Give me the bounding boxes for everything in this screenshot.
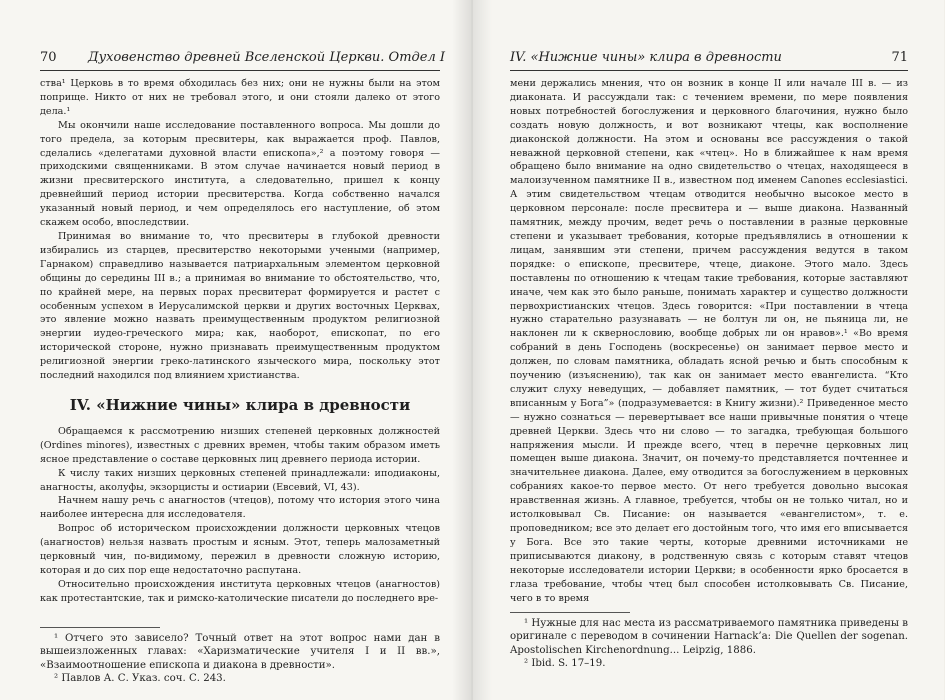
page-header <box>40 50 446 70</box>
footnote-rule <box>40 627 160 628</box>
footnote-rule <box>510 612 630 613</box>
footnote: ¹ Нужные для нас места из рассматриваемого памятника приведены в оригинале с переводом в сочинении Harnack’a: Die Quellen der sogenan. Apostolischen Kirchenordnung... Leipzig, 1886. <box>510 618 908 656</box>
left-page <box>0 0 472 700</box>
paragraph: К числу таких низших церковных степеней принадлежали: иподиаконы, анагносты, аколуфы, экзорцисты и остиарии (Евсевий, VI, 43). <box>40 467 440 493</box>
running-title: Духовенство древней Вселенской Церкви. Отдел I <box>88 50 446 65</box>
paragraph: Относительно происхождения института церковных чтецов (анагностов) как протестантские, так и римско-католические писатели до последнего вре- <box>40 578 440 604</box>
footnote: ² Ibid. S. 17–19. <box>524 658 606 670</box>
header-rule <box>40 70 440 71</box>
paragraph: ства¹ Церковь в то время обходилась без них; они не нужны были на этом поприще. Никто от них не требовал этого, и они стояли далеко от этого дела.¹ <box>40 78 440 117</box>
footnotes <box>510 617 908 671</box>
paragraph: Начнем нашу речь с анагностов (чтецов), потому что история этого чина наиболее интересна для исследователя. <box>40 495 440 521</box>
paragraph: Обращаемся к рассмотрению низших степеней церковных должностей (Ordines minores), известных с древних времен, чтобы таким образом иметь ясное представление о составе церковных лиц древнего периода истории. <box>40 425 440 465</box>
header-rule <box>510 70 908 71</box>
page-number: 71 <box>891 50 908 65</box>
paragraph: Мы окончили наше исследование поставленного вопроса. Мы дошли до того предела, за которым пресвитеры, как выражается проф. Павлов, сделались «делегатами духовной власти епископа»,² а поэтому говоря — приходскими священниками. В этом случае начинается новый период в жизни пресвитерского института, а следовательно, пришел к концу древнейший период истории пресвитерства. Когда собственно начался указанный новый период, и чем определялось его наступление, об этом скажем особо, впоследствии. <box>40 119 440 229</box>
section-heading: IV. «Нижние чины» клира в древности <box>69 395 411 414</box>
page-number: 70 <box>40 50 57 65</box>
footnote: ¹ Отчего это зависело? Точный ответ на этот вопрос нами дан в вышеизложенных главах: «Харизматические учителя I и II вв.», «Взаимоотношение епископа и диакона в древности». <box>40 633 440 671</box>
footnote: ² Павлов А. С. Указ. соч. С. 243. <box>54 673 226 685</box>
paragraph: Принимая во внимание то, что пресвитеры в глубокой древности избирались из старцев, пресвитерство некоторыми учеными (например, Гарнаком) справедливо называется патриархальным элементом церковной общины до середины III в.; а принимая во внимание то обстоятельство, что, по крайней мере, на первых порах пресвитерат формируется и растет с особенным успехом в Иерусалимской церкви и других восточных Церквах, это явление можно назвать преимущественным продуктом религиозной энергии иудео-греческого мира; как, наоборот, епископат, по его исторической стороне, нужно признавать преимущественным продуктом религиозной энергии греко-латинского языческого мира, поскольку этот последний находился под влиянием христианства. <box>40 230 440 382</box>
right-page <box>472 0 944 700</box>
running-title: IV. «Нижние чины» клира в древности <box>510 50 782 65</box>
paragraph: Вопрос об историческом происхождении должности церковных чтецов (анагностов) нельзя назвать простым и ясным. Этот, теперь малозаметный церковный чин, по-видимому, пережил в древности сложную историю, которая и до сих пор еще недостаточно распутана. <box>40 523 440 576</box>
paragraph: мени держались мнения, что он возник в конце II или начале III в. — из диаконата. И рассуждали так: с течением времени, по мере появления новых потребностей богослужения и церковного благочиния, нужно было создать новую должность, и вот возникают чтецы, как восполнение диаконской должности. На этом и основаны все рассуждения о такой неважной церковной степени, как «чтец». Но в ближайшее к нам время обращено было внимание на одно свидетельство о чтецах, находящееся в малоизученном памятнике II в., известном под именем Canones ecclesiastici. А этим свидетельством чтецам отводится необычно высокое место в церковном персонале: после пресвитера и — выше диакона. Названный памятник, между прочим, ведет речь о поставлении в разные церковные степени и указывает требования, которые предъявлялись в отношении к лицам, занявшим эти степени, причем рассуждения ведутся в таком порядке: о епископе, пресвитере, чтеце, диаконе. Этого мало. Здесь поставлены по отношению к чтецам такие требования, которые заставляют иначе, чем как это было раньше, понимать характер и существо должности первохристианских чтецов. Здесь говорится: «При поставлении в чтеца нужно старательно разузнавать — не болтун ли он, не пьяница ли, не наклонен ли к сквернословию, вообще добрых ли он нравов».¹ «Во время собраний в день Господень (воскресенье) он занимает первое место и должен, по словам памятника, обладать ясной речью и быть способным к поучению (изъяснению), так как он занимает место евангелиста. “Кто служит слуху неведущих, — добавляет памятник, — тот будет считаться вписанным у Бога”» (подразумевается: в Книгу жизни).² Приведенное место — нужно сознаться — перевертывает все наши привычные понятия о чтеце древней Церкви. Здесь что ни слово — то загадка, требующая большого напряжения мысли. И прежде всего, чтец в перечне церковных лиц помещен выше диакона. Значит, он почему-то представляется почтеннее и значительнее диакона. Далее, ему отводится за богослужением в церковных собраниях какое-то первое место. От него требуется довольно высокая нравственная жизнь. А главное, требуется, чтобы он не только читал, но и истолковывал Св. Писание: он называется «евангелистом», т. е. проповедником; все это делает его достойным того, что имя его вписывается у Бога. Все это такие черты, которые древними источниками не приписываются диакону, в родственную связь с которым ставят чтецов некоторые исследователи истории Церкви; в особенности ярко бросается в глаза требование, чтобы чтец был способен истолковывать Св. Писание, чего в то время <box>510 78 908 604</box>
body-text <box>510 77 908 605</box>
body-text <box>40 77 440 606</box>
footnotes <box>40 632 440 686</box>
page-header <box>510 50 908 70</box>
